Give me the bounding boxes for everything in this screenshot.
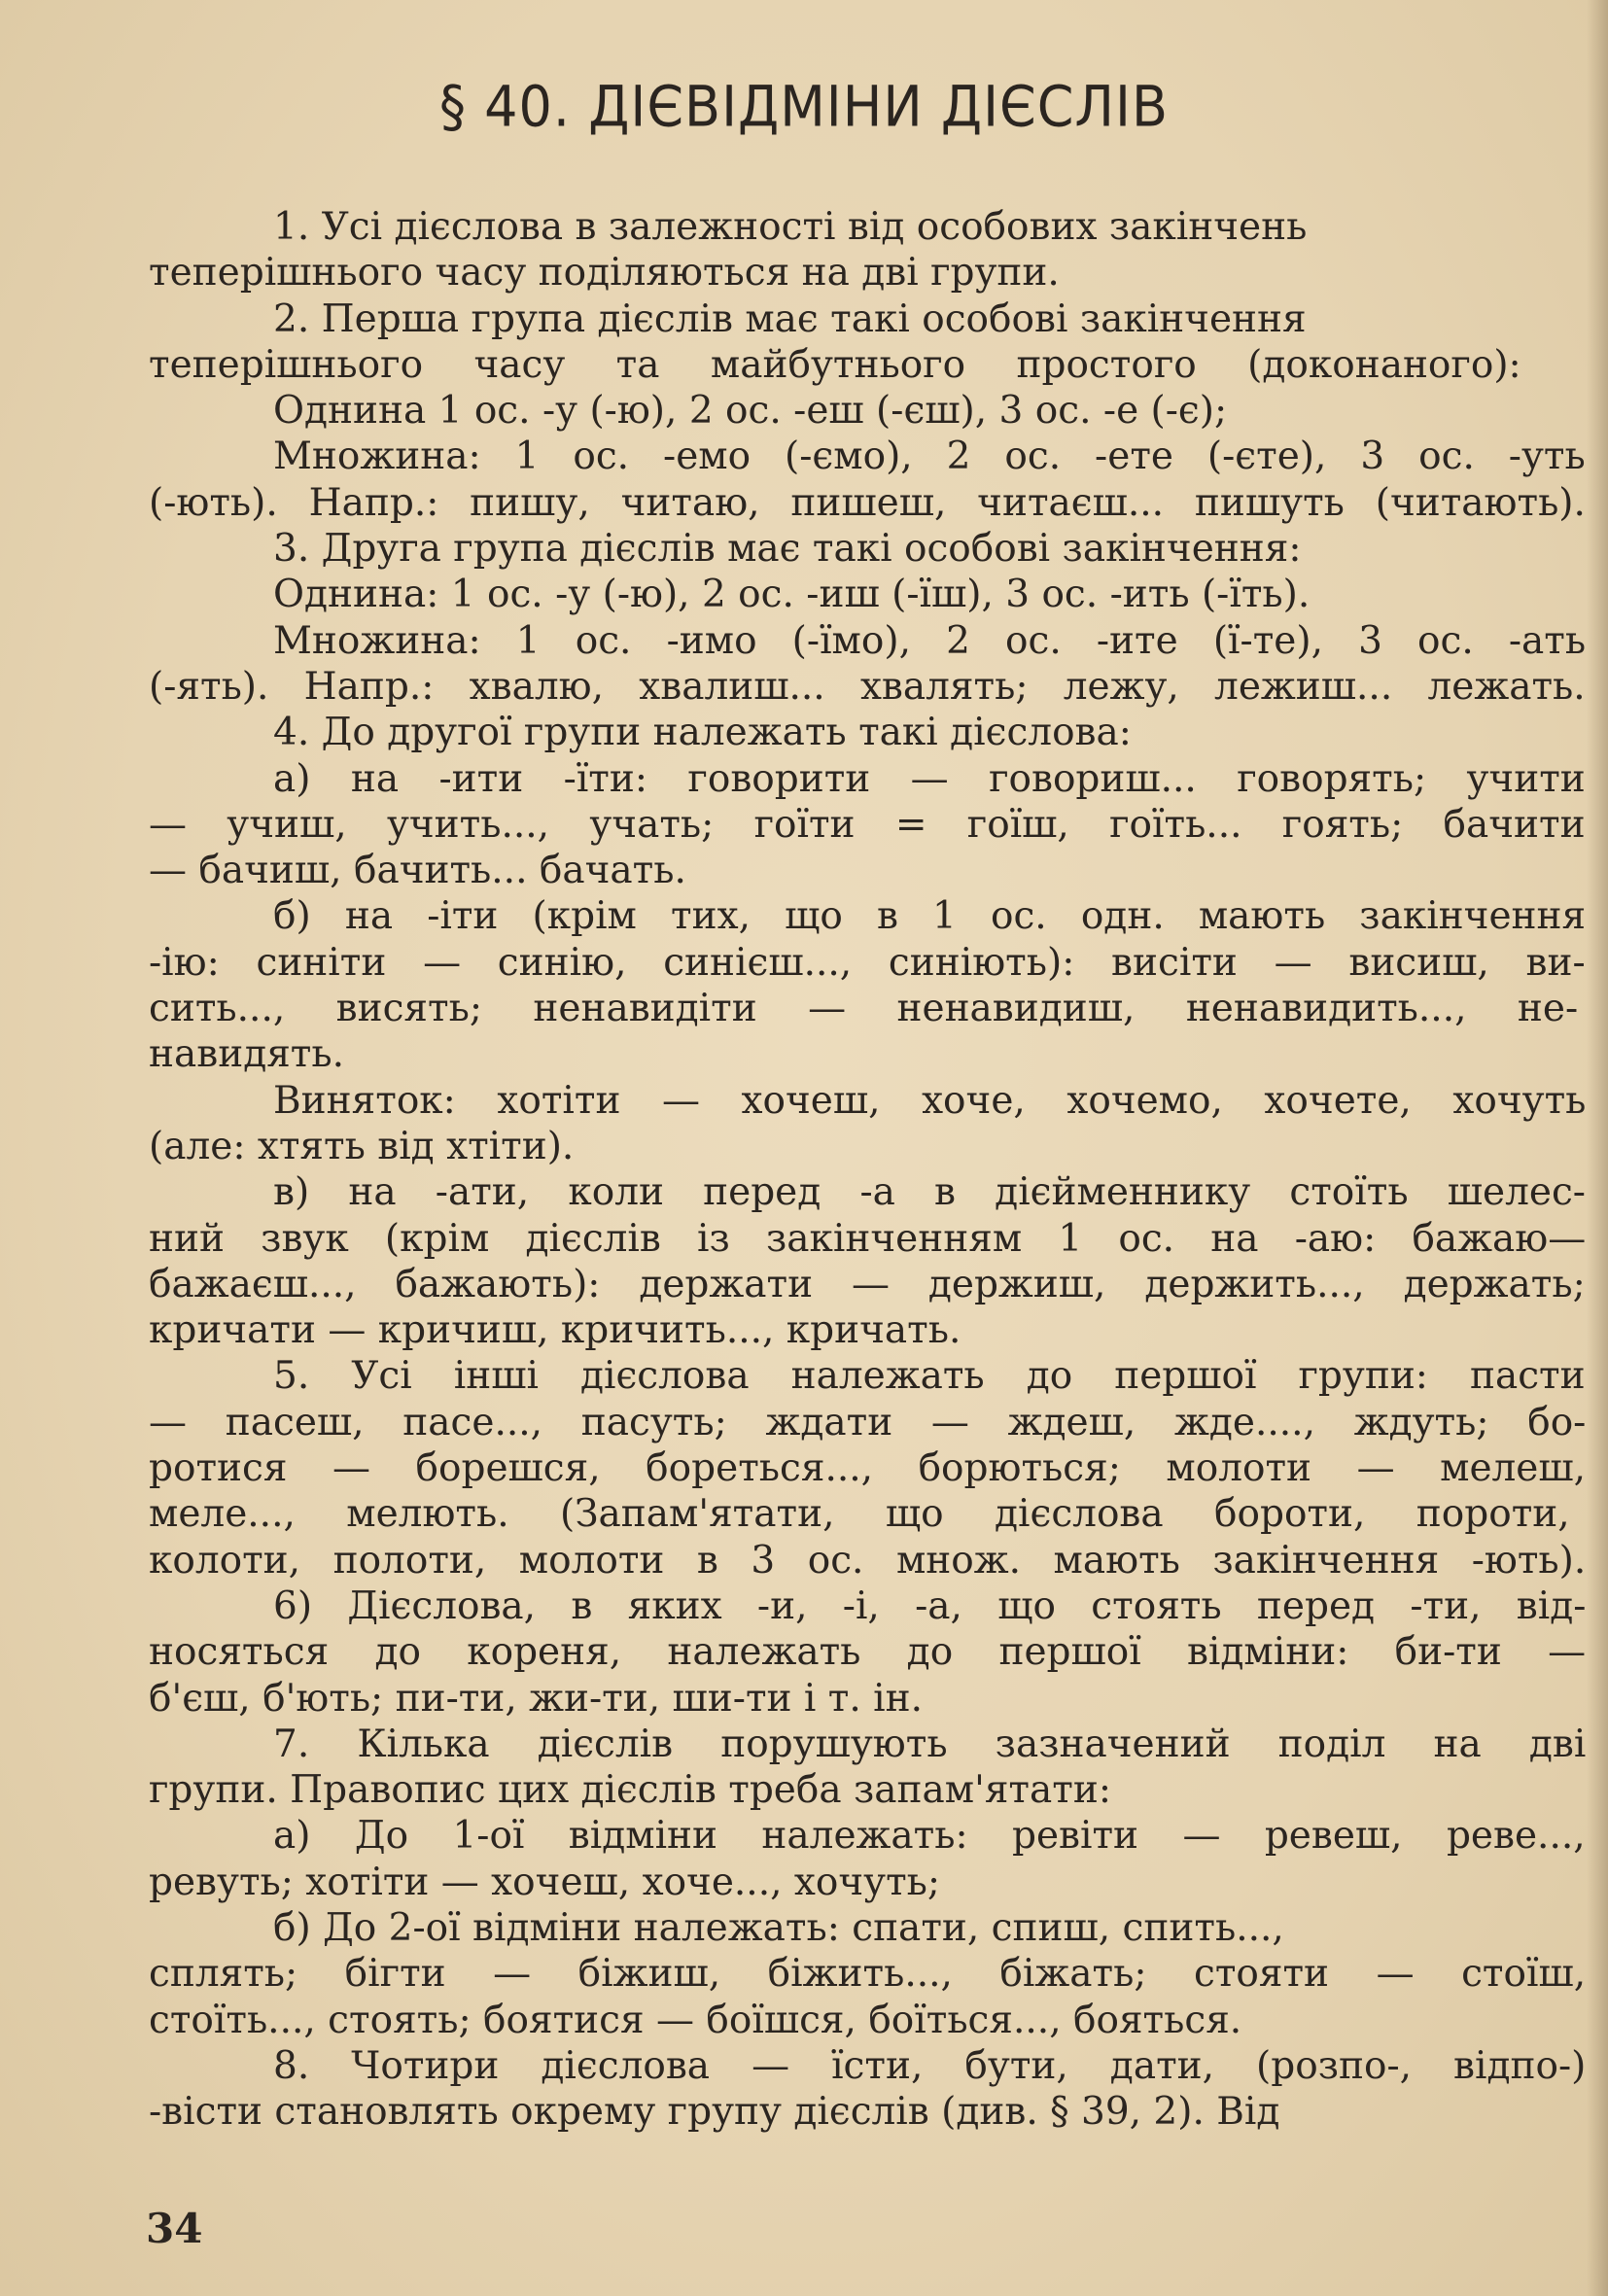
- text-line: Однина: 1 ос. -у (-ю), 2 ос. -иш (-їш), 3 ос. -ить (-їть).: [273, 573, 1311, 617]
- text-line: (-ють). Напр.: пишу, читаю, пишеш, читаєш... пишуть (читають).: [149, 480, 1586, 525]
- text-line: 4. До другої групи належать такі дієслова:: [273, 711, 1132, 755]
- text-line: Множина: 1 ос. -емо (-ємо), 2 ос. -ете (-єте), 3 ос. -уть: [273, 435, 1586, 479]
- text-line: 8. Чотири дієслова — їсти, бути, дати, (розпо-, відпо-): [273, 2043, 1587, 2088]
- text-line: — учиш, учить..., учать; гоїти = гоїш, гоїть... гоять; бачити: [149, 802, 1586, 847]
- text-line: 1. Усі дієслова в залежності від особових закінчень: [273, 205, 1308, 249]
- text-line: 2. Перша група дієслів має такі особові закінчення: [273, 296, 1307, 341]
- text-line: а) на -ити -їти: говорити — говориш... говорять; учити: [273, 756, 1586, 801]
- text-line: кричати — кричиш, кричить..., кричать.: [149, 1308, 961, 1353]
- text-line: б) До 2-ої відміни належать: спати, спиш, спить...,: [273, 1905, 1284, 1950]
- text-line: (-ять). Напр.: хвалю, хвалиш... хвалять; лежу, лежиш... лежать.: [149, 664, 1586, 709]
- text-line: б) на -іти (крім тих, що в 1 ос. одн. мають закінчення: [273, 894, 1587, 939]
- text-line: ревуть; хотіти — хочеш, хоче..., хочуть;: [149, 1860, 941, 1904]
- text-line: теперішнього часу та майбутнього простого (доконаного):: [149, 342, 1521, 387]
- text-line: ротися — борешся, бореться..., борються; молоти — мелеш,: [149, 1446, 1587, 1491]
- text-line: Виняток: хотіти — хочеш, хоче, хочемо, хочете, хочуть: [273, 1078, 1587, 1123]
- text-line: стоїть..., стоять; боятися — боїшся, боїться..., бояться.: [149, 1998, 1242, 2042]
- section-body: [149, 204, 1607, 2135]
- text-line: — бачиш, бачить... бачать.: [149, 849, 686, 893]
- text-line: -вісти становлять окрему групу дієслів (див. § 39, 2). Від: [149, 2090, 1280, 2135]
- text-line: 7. Кілька дієслів порушують зазначений поділ на дві: [273, 1722, 1587, 1766]
- text-line: сплять; бігти — біжиш, біжить..., біжать; стояти — стоїш,: [149, 1952, 1587, 1997]
- text-line: Множина: 1 ос. -имо (-їмо), 2 ос. -ите (ї-те), 3 ос. -ать: [273, 618, 1587, 663]
- text-line: Однина 1 ос. -у (-ю), 2 ос. -еш (-єш), 3 ос. -е (-є);: [273, 389, 1228, 434]
- text-line: -ію: синіти — синію, синієш..., синіють): висіти — висиш, ви-: [149, 940, 1586, 985]
- text-line: 6) Дієслова, в яких -и, -і, -а, що стоять перед -ти, від-: [273, 1583, 1587, 1628]
- text-line: колоти, полоти, молоти в 3 ос. множ. мають закінчення -ють).: [149, 1538, 1587, 1583]
- text-line: б'єш, б'ють; пи-ти, жи-ти, ши-ти і т. ін.: [149, 1676, 924, 1721]
- text-line: (але: хтять від хтіти).: [149, 1124, 575, 1168]
- text-line: групи. Правопис цих дієслів треба запам'ятати:: [149, 1768, 1111, 1813]
- text-line: бажаєш..., бажають): держати — держиш, держить..., держать;: [149, 1262, 1586, 1306]
- section-title: § 40. ДІЄВІДМІНИ ДІЄСЛІВ: [439, 73, 1169, 140]
- text-line: в) на -ати, коли перед -а в дієйменнику стоїть шелес-: [273, 1170, 1586, 1215]
- text-line: ний звук (крім дієслів із закінченням 1 ос. на -аю: бажаю—: [149, 1216, 1587, 1261]
- page-number: 34: [146, 2205, 203, 2252]
- text-line: носяться до кореня, належать до першої відміни: би-ти —: [149, 1630, 1587, 1675]
- text-line: меле..., мелють. (Запам'ятати, що дієслова бороти, пороти,: [149, 1492, 1570, 1537]
- text-line: сить..., висять; ненавидіти — ненавидиш, ненавидить..., не-: [149, 987, 1579, 1031]
- text-line: 3. Друга група дієслів має такі особові закінчення:: [273, 527, 1302, 572]
- text-line: а) До 1-ої відміни належать: ревіти — ревеш, реве...,: [273, 1814, 1586, 1859]
- text-line: 5. Усі інші дієслова належать до першої групи: пасти: [273, 1354, 1586, 1399]
- text-line: навидять.: [149, 1032, 345, 1077]
- text-line: теперішнього часу поділяються на дві групи.: [149, 251, 1060, 296]
- text-line: — пасеш, пасе..., пасуть; ждати — ждеш, жде...., ждуть; бо-: [149, 1400, 1587, 1444]
